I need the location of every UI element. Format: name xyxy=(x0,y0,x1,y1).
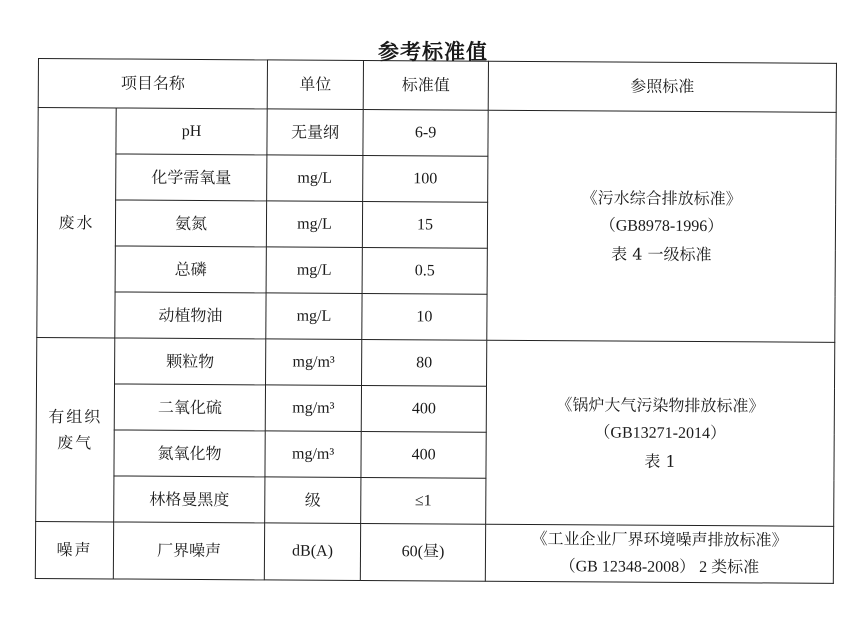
reference-wastewater xyxy=(487,110,836,342)
category-waste-gas xyxy=(36,337,115,521)
table-header-row xyxy=(38,59,836,113)
item-name: 总磷 xyxy=(115,246,266,293)
item-unit: mg/m³ xyxy=(266,339,362,386)
item-value: 400 xyxy=(361,431,486,478)
item-value: 400 xyxy=(361,385,486,432)
category-line: 有组织 xyxy=(48,406,103,427)
item-unit: mg/L xyxy=(266,247,362,294)
table-row xyxy=(35,521,833,583)
reference-title: 《锅炉大气污染物排放标准》 xyxy=(556,394,765,415)
item-unit: mg/L xyxy=(267,155,363,202)
header-standard-value: 标准值 xyxy=(363,60,488,110)
category-wastewater: 废水 xyxy=(37,108,116,338)
item-value: 10 xyxy=(362,293,487,340)
item-unit: 无量纲 xyxy=(267,109,363,156)
item-value: 80 xyxy=(362,339,487,386)
item-name: 颗粒物 xyxy=(115,338,266,385)
reference-title: 《污水综合排放标准》 xyxy=(581,187,742,208)
item-value: ≤1 xyxy=(361,477,486,524)
item-name: 动植物油 xyxy=(115,292,266,339)
reference-clause: 表 4 一级标准 xyxy=(611,244,712,264)
item-name: 氨氮 xyxy=(115,200,266,247)
item-value: 100 xyxy=(363,155,488,202)
item-unit: 级 xyxy=(265,477,361,524)
item-unit: dB(A) xyxy=(264,523,360,581)
header-reference: 参照标准 xyxy=(488,61,836,112)
category-line: 废气 xyxy=(57,432,94,452)
reference-code: （GB8978-1996） xyxy=(599,216,724,235)
item-name: 林格曼黑度 xyxy=(114,476,265,523)
category-noise: 噪声 xyxy=(35,521,113,578)
reference-waste-gas xyxy=(486,340,835,526)
header-item-name: 项目名称 xyxy=(38,59,267,109)
item-name: 化学需氧量 xyxy=(116,154,267,201)
reference-code: （GB13271-2014） xyxy=(594,423,727,442)
reference-title: 《工业企业厂界环境噪声排放标准》 xyxy=(531,529,788,550)
item-unit: mg/L xyxy=(266,293,362,340)
reference-code: （GB 12348-2008） 2 类标准 xyxy=(559,558,760,577)
item-value: 6-9 xyxy=(363,109,488,156)
item-name: 二氧化硫 xyxy=(114,384,265,431)
item-unit: mg/L xyxy=(266,201,362,248)
reference-clause: 表 1 xyxy=(644,451,676,471)
table-row xyxy=(38,108,836,159)
item-name: pH xyxy=(116,108,267,155)
item-unit: mg/m³ xyxy=(265,431,361,478)
item-unit: mg/m³ xyxy=(265,385,361,432)
item-name: 厂界噪声 xyxy=(113,522,264,580)
item-name: 氮氧化物 xyxy=(114,430,265,477)
document-title: 参考标准值 xyxy=(378,39,488,64)
item-value: 15 xyxy=(362,201,487,248)
reference-standards-table xyxy=(35,58,837,584)
reference-noise xyxy=(485,524,833,583)
item-value: 0.5 xyxy=(362,247,487,294)
item-value: 60(昼) xyxy=(360,523,485,581)
header-unit: 单位 xyxy=(267,60,363,110)
table-row xyxy=(37,337,835,388)
